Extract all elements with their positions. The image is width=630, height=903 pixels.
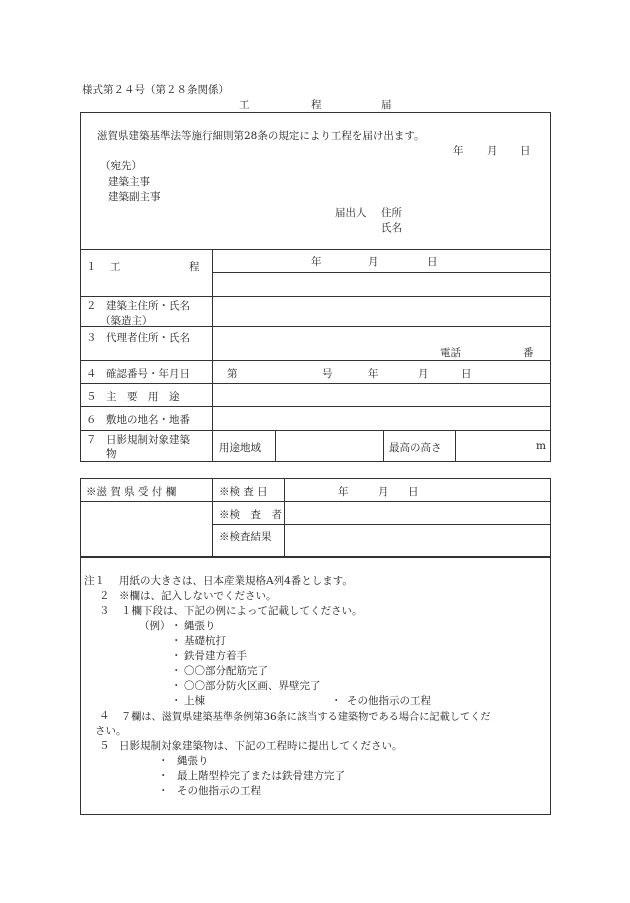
row7-unit: m bbox=[536, 440, 546, 452]
bullet: ・ bbox=[171, 620, 182, 632]
bullet: ・ bbox=[331, 695, 342, 707]
notifier-label: 届出人 bbox=[335, 207, 367, 219]
inspection-day: 日 bbox=[408, 486, 419, 498]
note4-number: ４ bbox=[99, 710, 110, 722]
row1-year: 年 bbox=[311, 256, 322, 268]
divider bbox=[284, 478, 285, 557]
row7-label: 日影規制対象建築 bbox=[106, 434, 190, 446]
bullet: ・ bbox=[158, 755, 169, 767]
row4-year: 年 bbox=[368, 368, 379, 380]
row4-day: 日 bbox=[461, 368, 472, 380]
example-item-2: 基礎杭打 bbox=[184, 635, 226, 647]
row5-number: ５ bbox=[86, 391, 97, 403]
divider bbox=[80, 430, 551, 431]
address-label: 住所 bbox=[381, 207, 402, 219]
note4-text-cont: さい。 bbox=[95, 725, 127, 737]
bullet: ・ bbox=[171, 695, 182, 707]
divider bbox=[80, 296, 551, 297]
divider bbox=[212, 272, 551, 273]
row1-label-b: 程 bbox=[189, 261, 200, 273]
row4-number: ４ bbox=[86, 368, 97, 380]
note3-number: ３ bbox=[99, 605, 110, 617]
row7-label-2: 物 bbox=[106, 448, 117, 460]
divider bbox=[383, 430, 384, 462]
note5-number: ５ bbox=[99, 740, 110, 752]
bullet: ・ bbox=[158, 770, 169, 782]
example-item-5: 〇〇部分防火区画、界壁完了 bbox=[184, 680, 321, 692]
row4-month: 月 bbox=[418, 368, 429, 380]
date-day-label: 日 bbox=[520, 145, 531, 157]
bullet: ・ bbox=[158, 785, 169, 797]
divider bbox=[80, 406, 551, 407]
note5-text: 日影規制対象建築物は、下記の工程時に提出してください。 bbox=[119, 740, 403, 752]
row6-label: 敷地の地名・地番 bbox=[106, 414, 190, 426]
addressee-label: （宛先） bbox=[100, 160, 142, 172]
row4-label: 確認番号・年月日 bbox=[106, 368, 190, 380]
bullet: ・ bbox=[171, 680, 182, 692]
example-item-6: 上棟 bbox=[184, 695, 205, 707]
divider bbox=[80, 360, 551, 361]
date-month-label: 月 bbox=[487, 145, 498, 157]
divider bbox=[80, 383, 551, 384]
note1-prefix: 注１ bbox=[84, 575, 105, 587]
row2-sub: （築造主） bbox=[100, 315, 153, 327]
title-char-2: 程 bbox=[311, 99, 322, 111]
statement-text: 滋賀県建築基準法等施行細則第28条の規定により工程を届け出ます。 bbox=[97, 130, 425, 142]
submission-item-1: 縄張り bbox=[177, 755, 209, 767]
note1-text: 用紙の大きさは、日本産業規格A列4番とします。 bbox=[119, 575, 353, 587]
note2-number: ２ bbox=[99, 590, 110, 602]
divider bbox=[455, 430, 456, 462]
reception-label: ※滋 賀 県 受 付 欄 bbox=[86, 486, 177, 498]
divider bbox=[80, 249, 551, 250]
row7-number: ７ bbox=[86, 434, 97, 446]
example-item-4: 〇〇部分配筋完了 bbox=[184, 665, 268, 677]
inspection-year: 年 bbox=[338, 486, 349, 498]
submission-item-2: 最上階型枠完了または鉄骨建方完了 bbox=[177, 770, 345, 782]
row7-zone-label: 用途地域 bbox=[219, 442, 261, 454]
divider bbox=[275, 430, 276, 462]
row1-number: １ bbox=[86, 261, 97, 273]
divider bbox=[212, 524, 551, 525]
divider bbox=[212, 249, 213, 462]
form-number: 様式第２４号（第２８条関係） bbox=[82, 84, 229, 96]
name-label: 氏名 bbox=[381, 222, 402, 234]
inspection-date-label: ※検 査 日 bbox=[219, 486, 268, 498]
example-label: （例） bbox=[139, 620, 171, 632]
note4-text: ７欄は、滋賀県建築基準条例第36条に該当する建築物である場合に記載してくだ bbox=[121, 712, 491, 723]
row3-label: 代理者住所・氏名 bbox=[106, 332, 190, 344]
main-form bbox=[80, 112, 551, 462]
example-item-3: 鉄骨建方着手 bbox=[184, 650, 247, 662]
row2-number: ２ bbox=[86, 300, 97, 312]
date-year-label: 年 bbox=[453, 145, 464, 157]
inspection-month: 月 bbox=[378, 486, 389, 498]
bullet: ・ bbox=[171, 650, 182, 662]
addressee-2: 建築副主事 bbox=[108, 191, 161, 203]
row6-number: ６ bbox=[86, 414, 97, 426]
bullet: ・ bbox=[171, 665, 182, 677]
note3-text: １欄下段は、下記の例によって記載してください。 bbox=[121, 605, 363, 617]
row5-label: 主 要 用 途 bbox=[106, 391, 180, 403]
addressee-1: 建築主事 bbox=[108, 176, 150, 188]
submission-item-3: その他指示の工程 bbox=[177, 785, 261, 797]
divider bbox=[212, 478, 213, 557]
note2-text: ※欄は、記入しないでください。 bbox=[119, 590, 277, 602]
title-char-3: 届 bbox=[381, 99, 392, 111]
inspector-label: ※検 査 者 bbox=[219, 509, 282, 521]
row1-label-a: 工 bbox=[110, 261, 121, 273]
result-label: ※検査結果 bbox=[219, 531, 272, 543]
row4-no-suffix: 号 bbox=[322, 368, 333, 380]
row7-max-height-label: 最高の高さ bbox=[389, 442, 442, 454]
divider bbox=[80, 501, 551, 502]
bullet: ・ bbox=[171, 635, 182, 647]
row3-phone-suffix: 番 bbox=[523, 347, 534, 359]
row3-number: ３ bbox=[86, 332, 97, 344]
example-item-7: その他指示の工程 bbox=[347, 695, 431, 707]
row1-month: 月 bbox=[368, 256, 379, 268]
row1-day: 日 bbox=[427, 256, 438, 268]
title-char-1: 工 bbox=[239, 99, 250, 111]
row3-phone: 電話 bbox=[440, 347, 461, 359]
row2-label: 建築主住所・氏名 bbox=[106, 300, 190, 312]
example-item-1: 縄張り bbox=[184, 620, 216, 632]
row4-no-prefix: 第 bbox=[227, 368, 238, 380]
